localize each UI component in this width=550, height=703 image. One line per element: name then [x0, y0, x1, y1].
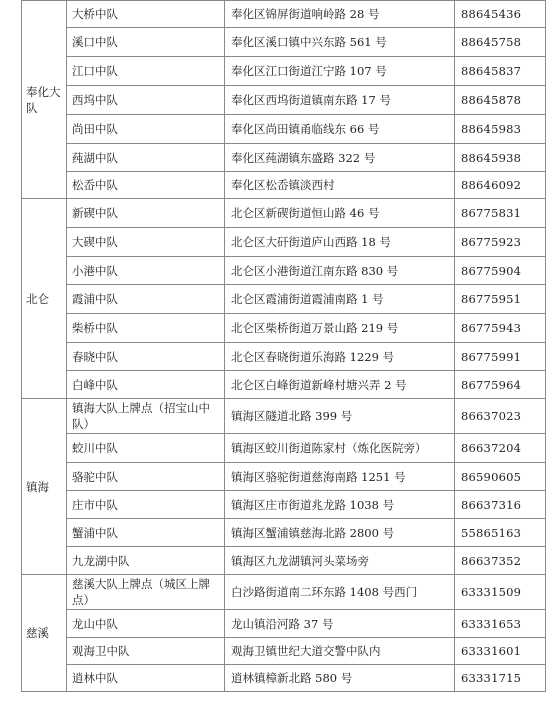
table-row	[22, 399, 546, 434]
phone-cell: 86775991	[455, 343, 546, 371]
address-cell: 奉化区江口街道江宁路 107 号	[225, 57, 455, 86]
unit-cell: 慈溪大队上牌点（城区上牌点）	[67, 575, 225, 610]
table-row	[22, 314, 546, 343]
address-cell: 北仑区白峰街道新峰村塘兴弄 2 号	[225, 371, 455, 399]
phone-cell: 63331715	[455, 665, 546, 692]
unit-cell: 骆驼中队	[67, 463, 225, 491]
phone-cell: 86775951	[455, 285, 546, 314]
phone-cell: 88645758	[455, 28, 546, 57]
phone-cell: 86775943	[455, 314, 546, 343]
phone-cell: 86637204	[455, 434, 546, 463]
table-row	[22, 285, 546, 314]
table-row	[22, 199, 546, 228]
address-cell: 北仑区小港街道江南东路 830 号	[225, 257, 455, 285]
address-cell: 龙山镇沿河路 37 号	[225, 610, 455, 638]
unit-cell: 西坞中队	[67, 86, 225, 115]
unit-cell: 春晓中队	[67, 343, 225, 371]
unit-cell: 镇海大队上牌点（招宝山中队）	[67, 399, 225, 434]
table-row	[22, 610, 546, 638]
region-cell: 北仑	[22, 199, 67, 399]
table-body	[22, 1, 546, 692]
address-cell: 北仑区春晓街道乐海路 1229 号	[225, 343, 455, 371]
unit-cell: 庄市中队	[67, 491, 225, 519]
table-row	[22, 1, 546, 28]
phone-cell: 88645938	[455, 144, 546, 172]
address-cell: 奉化区锦屏街道响岭路 28 号	[225, 1, 455, 28]
unit-cell: 蟹浦中队	[67, 519, 225, 547]
address-cell: 镇海区庄市街道兆龙路 1038 号	[225, 491, 455, 519]
phone-cell: 55865163	[455, 519, 546, 547]
table-row	[22, 547, 546, 575]
phone-cell: 63331653	[455, 610, 546, 638]
unit-cell: 蛟川中队	[67, 434, 225, 463]
unit-cell: 柴桥中队	[67, 314, 225, 343]
phone-cell: 88645436	[455, 1, 546, 28]
address-cell: 观海卫镇世纪大道交警中队内	[225, 638, 455, 665]
phone-cell: 63331509	[455, 575, 546, 610]
phone-cell: 86775904	[455, 257, 546, 285]
unit-cell: 江口中队	[67, 57, 225, 86]
table-row	[22, 172, 546, 199]
unit-cell: 新碶中队	[67, 199, 225, 228]
phone-cell: 86775923	[455, 228, 546, 257]
phone-cell: 86637316	[455, 491, 546, 519]
unit-cell: 霞浦中队	[67, 285, 225, 314]
table-row	[22, 115, 546, 144]
address-cell: 北仑区大矸街道庐山西路 18 号	[225, 228, 455, 257]
table-row	[22, 638, 546, 665]
address-cell: 镇海区蛟川街道陈家村（炼化医院旁）	[225, 434, 455, 463]
phone-cell: 88645983	[455, 115, 546, 144]
table-row	[22, 519, 546, 547]
address-cell: 奉化区莼湖镇东盛路 322 号	[225, 144, 455, 172]
address-cell: 白沙路街道南二环东路 1408 号西门	[225, 575, 455, 610]
unit-cell: 松岙中队	[67, 172, 225, 199]
phone-cell: 88645837	[455, 57, 546, 86]
unit-cell: 白峰中队	[67, 371, 225, 399]
unit-cell: 溪口中队	[67, 28, 225, 57]
table-row	[22, 434, 546, 463]
unit-cell: 逍林中队	[67, 665, 225, 692]
phone-cell: 86637352	[455, 547, 546, 575]
address-cell: 奉化区溪口镇中兴东路 561 号	[225, 28, 455, 57]
table-row	[22, 343, 546, 371]
table-row	[22, 144, 546, 172]
region-cell: 镇海	[22, 399, 67, 575]
region-cell: 慈溪	[22, 575, 67, 692]
address-cell: 逍林镇樟新北路 580 号	[225, 665, 455, 692]
phone-cell: 63331601	[455, 638, 546, 665]
table-row	[22, 257, 546, 285]
phone-cell: 86637023	[455, 399, 546, 434]
traffic-police-directory-table	[21, 0, 546, 692]
table-row	[22, 463, 546, 491]
phone-cell: 86775964	[455, 371, 546, 399]
unit-cell: 小港中队	[67, 257, 225, 285]
table-row	[22, 491, 546, 519]
phone-cell: 86775831	[455, 199, 546, 228]
table-row	[22, 86, 546, 115]
table-row	[22, 228, 546, 257]
address-cell: 北仑区霞浦街道霞浦南路 1 号	[225, 285, 455, 314]
table-row	[22, 371, 546, 399]
table-row	[22, 575, 546, 610]
address-cell: 镇海区骆驼街道慈海南路 1251 号	[225, 463, 455, 491]
unit-cell: 九龙湖中队	[67, 547, 225, 575]
unit-cell: 莼湖中队	[67, 144, 225, 172]
unit-cell: 龙山中队	[67, 610, 225, 638]
address-cell: 镇海区蟹浦镇慈海北路 2800 号	[225, 519, 455, 547]
unit-cell: 尚田中队	[67, 115, 225, 144]
table-row	[22, 665, 546, 692]
phone-cell: 88646092	[455, 172, 546, 199]
address-cell: 镇海区隧道北路 399 号	[225, 399, 455, 434]
unit-cell: 观海卫中队	[67, 638, 225, 665]
phone-cell: 88645878	[455, 86, 546, 115]
address-cell: 奉化区尚田镇甬临线东 66 号	[225, 115, 455, 144]
unit-cell: 大碶中队	[67, 228, 225, 257]
table-row	[22, 28, 546, 57]
address-cell: 北仑区新碶街道恒山路 46 号	[225, 199, 455, 228]
table-row	[22, 57, 546, 86]
address-cell: 奉化区松岙镇淡西村	[225, 172, 455, 199]
region-cell: 奉化大队	[22, 1, 67, 199]
address-cell: 镇海区九龙湖镇河头菜场旁	[225, 547, 455, 575]
phone-cell: 86590605	[455, 463, 546, 491]
unit-cell: 大桥中队	[67, 1, 225, 28]
address-cell: 北仑区柴桥街道万景山路 219 号	[225, 314, 455, 343]
address-cell: 奉化区西坞街道镇南东路 17 号	[225, 86, 455, 115]
